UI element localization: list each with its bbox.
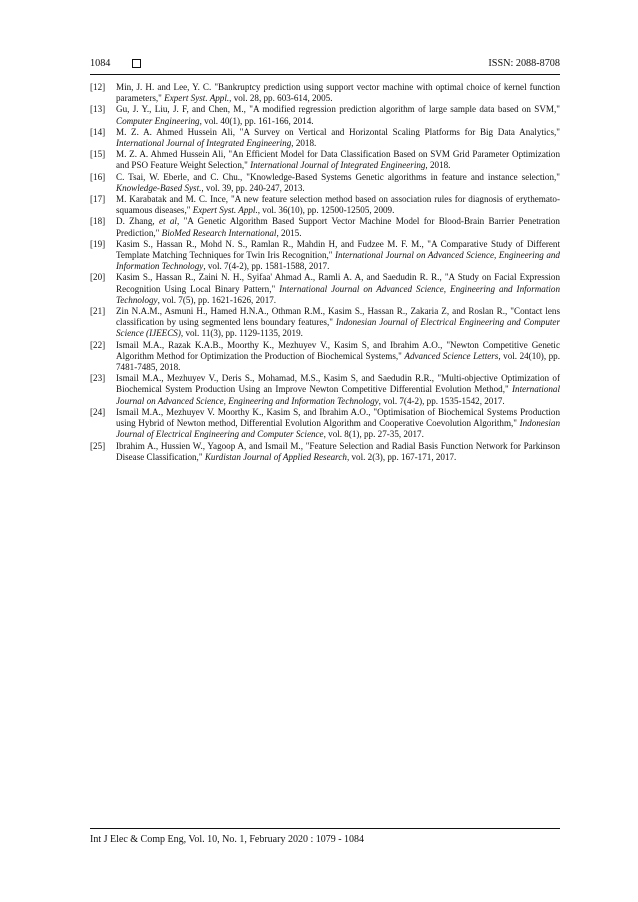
reference-number: [16] bbox=[90, 171, 106, 182]
reference-segment: , vol. 39, pp. 240-247, 2013. bbox=[201, 182, 305, 193]
reference-text bbox=[116, 373, 560, 405]
reference-text bbox=[116, 407, 560, 439]
reference-text bbox=[116, 272, 560, 304]
reference-source: International Journal on Advanced Science, Engineering and Information Technology bbox=[116, 283, 560, 305]
header-divider bbox=[90, 74, 560, 75]
reference-segment: , vol. 36(10), pp. 12500-12505, 2009. bbox=[257, 205, 395, 216]
reference-segment: 2018. bbox=[293, 138, 317, 149]
reference-source: Knowledge-Based Syst. bbox=[116, 182, 202, 193]
reference-segment: 2018. bbox=[427, 160, 451, 171]
reference-item bbox=[90, 149, 560, 171]
reference-item bbox=[90, 373, 560, 407]
reference-segment: M. Karabatak and M. C. Ince, "A new feature selection method based on association rules for diagnosis of erythemato-squamous diseases," bbox=[116, 194, 560, 216]
reference-source: BioMed Research International bbox=[161, 227, 277, 238]
reference-number: [25] bbox=[90, 440, 106, 451]
reference-list bbox=[90, 82, 560, 463]
reference-text bbox=[116, 340, 560, 372]
reference-text bbox=[116, 194, 560, 215]
reference-segment: , vol. 11(3), pp. 1129-1135, 2019. bbox=[180, 328, 303, 339]
reference-number: [20] bbox=[90, 272, 106, 283]
reference-segment: , vol. 8(1), pp. 27-35, 2017. bbox=[323, 429, 424, 440]
reference-item bbox=[90, 82, 560, 104]
reference-segment: , 2015. bbox=[276, 227, 302, 238]
reference-segment: Zin N.A.M., Asmuni H., Hamed H.N.A., Othman R.M., Kasim S., Hassan R., Zakaria Z, and Roslan R., "Contact lens classification by using segmented lens boundary features," bbox=[116, 306, 560, 328]
reference-number: [21] bbox=[90, 306, 106, 317]
reference-text bbox=[116, 127, 560, 148]
reference-segment: C. Tsai, W. Eberle, and C. Chu., "Knowledge-Based Systems Genetic algorithms in feature and instance selection," bbox=[116, 171, 560, 182]
reference-segment: D. Zhang, bbox=[116, 216, 159, 227]
reference-text bbox=[116, 306, 560, 338]
reference-number: [22] bbox=[90, 339, 106, 350]
reference-segment: Kasim S., Hassan R., Mohd N. S., Ramlan R., Mahdin H, and Fudzee M. F. M., "A Comparative Study of Different Template Matching Techniques for Twin Iris Recognition," bbox=[116, 238, 560, 261]
reference-item bbox=[90, 306, 560, 340]
reference-text bbox=[116, 172, 560, 193]
reference-segment: Ismail M.A., Mezhuyev V. Moorthy K., Kasim S, and Ibrahim A.O., "Optimisation of Biochemical Systems Production using Hybrid of Newton method, Differential Evolution Algorithm and Cooperative Coevolution Algorithm," bbox=[116, 406, 560, 429]
reference-source: Expert Syst. Appl. bbox=[164, 93, 230, 104]
reference-segment: Ibrahim A., Hussien W., Yagoop A, and Ismail M., "Feature Selection and Radial Basis Function Network for Parkinson Disease Classification," bbox=[116, 440, 560, 462]
footer-citation: Int J Elec & Comp Eng, Vol. 10, No. 1, February 2020 : 1079 - 1084 bbox=[90, 834, 365, 845]
reference-source: International Journal of Integrated Engineering, bbox=[116, 138, 294, 149]
reference-item bbox=[90, 441, 560, 463]
reference-text bbox=[116, 104, 560, 125]
reference-item bbox=[90, 194, 560, 216]
reference-source: International Journal on Advanced Science, Engineering and Information Technology bbox=[116, 384, 560, 406]
reference-text bbox=[116, 441, 560, 462]
reference-segment: , vol. 40(1), pp. 161-166, 2014. bbox=[199, 115, 314, 126]
reference-segment: , vol. 7(4-2), pp. 1581-1588, 2017. bbox=[203, 261, 330, 272]
reference-number: [19] bbox=[90, 238, 106, 249]
reference-source: Expert Syst. Appl. bbox=[192, 205, 258, 216]
reference-source: Computer Engineering bbox=[116, 115, 200, 126]
reference-number: [14] bbox=[90, 126, 106, 137]
reference-segment: , vol. 28, pp. 603-614, 2005. bbox=[229, 93, 333, 104]
reference-number: [17] bbox=[90, 194, 106, 205]
reference-segment: Ismail M.A., Razak K.A.B., Moorthy K., Mezhuyev V., Kasim S, and Ibrahim A.O., "Newton Competitive Genetic Algorithm Method for Optimization the Production of Biochemical Systems," bbox=[116, 339, 560, 361]
reference-segment: Kasim S., Hassan R., Zaini N. H., Syifaa' Ahmad A., Ramli A. A, and Saedudin R. R., "A Study on Facial Expression Recognition Using Local Binary Pattern," bbox=[116, 272, 560, 294]
reference-source: Advanced Science Letters bbox=[404, 350, 499, 361]
reference-source: et al bbox=[159, 216, 177, 227]
reference-segment: , vol. 24(10), pp. 7481-7485, 2018. bbox=[116, 350, 560, 373]
reference-segment: , vol. 7(5), pp. 1621-1626, 2017. bbox=[157, 294, 277, 305]
reference-segment: Gu, J. Y., Liu, J. F, and Chen, M., "A modified regression prediction algorithm of large sample data based on SVM," bbox=[116, 104, 560, 115]
reference-segment: , "A Genetic Algorithm Based Support Vector Machine Model for Blood-Brain Barrier Penetration Prediction," bbox=[116, 216, 560, 238]
reference-source: International Journal on Advanced Science, Engineering and Information Technology bbox=[116, 250, 560, 272]
reference-source: Indonesian Journal of Electrical Engineering and Computer Science (IJEECS) bbox=[116, 317, 560, 339]
reference-item bbox=[90, 216, 560, 238]
square-box-icon bbox=[132, 59, 141, 68]
reference-segment: M. Z. A. Ahmed Hussein Ali, "An Efficient Model for Data Classification Based on SVM Grid Parameter Optimization and PSO Feature Weight Selection," bbox=[116, 149, 560, 171]
footer-divider bbox=[90, 828, 560, 829]
reference-number: [12] bbox=[90, 82, 106, 92]
reference-item bbox=[90, 340, 560, 374]
reference-text bbox=[116, 149, 560, 170]
reference-number: [13] bbox=[90, 104, 106, 115]
reference-source: Kurdistan Journal of Applied Research bbox=[204, 451, 347, 462]
reference-text bbox=[116, 82, 560, 103]
reference-item bbox=[90, 172, 560, 194]
reference-number: [18] bbox=[90, 216, 106, 227]
reference-source: International Journal of Integrated Engineering, bbox=[250, 160, 428, 171]
reference-segment: Ismail M.A., Mezhuyev V., Deris S., Mohamad, M.S., Kasim S, and Saedudin R.R., "Multi-objective Optimization of Biochemical System Production Using an Improve Newton Competitive Differential Evolution Method," bbox=[116, 373, 560, 395]
reference-item bbox=[90, 272, 560, 306]
reference-segment: , vol. 2(3), pp. 167-171, 2017. bbox=[346, 451, 457, 462]
page-header bbox=[90, 57, 560, 75]
reference-text bbox=[116, 216, 560, 237]
reference-number: [23] bbox=[90, 373, 106, 384]
reference-item bbox=[90, 407, 560, 441]
page-number: 1084 bbox=[90, 58, 111, 69]
reference-number: [15] bbox=[90, 149, 106, 160]
reference-segment: Min, J. H. and Lee, Y. C. "Bankruptcy prediction using support vector machine with optimal choice of kernel function parameters," bbox=[116, 82, 560, 104]
reference-number: [24] bbox=[90, 406, 106, 417]
reference-text bbox=[116, 239, 560, 271]
reference-source: Indonesian Journal of Electrical Engineering and Computer Science bbox=[116, 418, 560, 440]
reference-item bbox=[90, 239, 560, 273]
reference-item bbox=[90, 127, 560, 149]
reference-segment: M. Z. A. Ahmed Hussein Ali, "A Survey on Vertical and Horizontal Scaling Platforms for Big Data Analytics," bbox=[116, 126, 560, 137]
reference-segment: , vol. 7(4-2), pp. 1535-1542, 2017. bbox=[378, 395, 505, 406]
issn-label: ISSN: 2088-8708 bbox=[488, 58, 560, 69]
reference-item bbox=[90, 104, 560, 126]
